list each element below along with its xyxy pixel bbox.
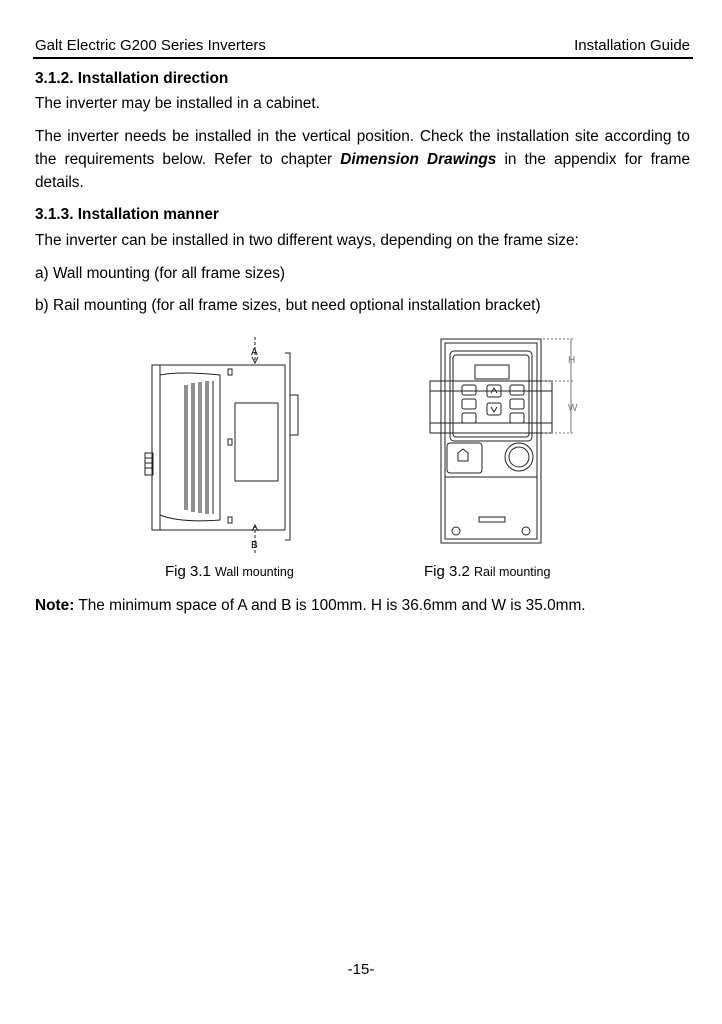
page-number: -15- xyxy=(347,961,375,978)
list-item-rail-mounting: b) Rail mounting (for all frame sizes, but need optional installation bracket) xyxy=(35,297,541,314)
dimension-label-w: W xyxy=(568,403,578,414)
dimension-label-h: H xyxy=(568,355,576,366)
list-item-wall-mounting: a) Wall mounting (for all frame sizes) xyxy=(35,265,286,282)
note-paragraph xyxy=(35,594,690,617)
figure-caption-wall-mounting xyxy=(165,563,294,580)
header-rule xyxy=(33,57,693,59)
figure-label: Rail mounting xyxy=(474,565,551,579)
paragraph-text-start: The inverter needs be installed in the vertical position. Check the installation site according to the requirements below. Refer to chapter xyxy=(35,128,690,168)
page-header xyxy=(35,37,690,57)
section-heading-installation-direction: 3.1.2. Installation direction xyxy=(35,70,229,87)
figure-number: Fig 3.2 xyxy=(424,563,470,580)
rail-mounting-figure xyxy=(425,335,590,550)
clearance-label-a: A xyxy=(251,347,258,358)
wall-mounting-figure xyxy=(140,335,320,555)
figure-caption-rail-mounting xyxy=(424,563,550,580)
clearance-label-b: B xyxy=(251,540,258,551)
note-label: Note: xyxy=(35,597,75,614)
paragraph-cabinet: The inverter may be installed in a cabinet. xyxy=(35,95,320,112)
note-text: The minimum space of A and B is 100mm. H is 36.6mm and W is 35.0mm. xyxy=(74,597,586,614)
figure-number: Fig 3.1 xyxy=(165,563,211,580)
figure-label: Wall mounting xyxy=(215,565,294,579)
section-heading-installation-manner: 3.1.3. Installation manner xyxy=(35,206,219,223)
paragraph-vertical-position xyxy=(35,125,690,194)
paragraph-two-ways: The inverter can be installed in two different ways, depending on the frame size: xyxy=(35,232,579,249)
header-title: Galt Electric G200 Series Inverters xyxy=(35,37,266,54)
dimension-drawings-reference: Dimension Drawings xyxy=(340,151,497,168)
header-section: Installation Guide xyxy=(574,37,690,54)
paragraph-text-end: in the appendix for frame details. xyxy=(35,151,690,191)
